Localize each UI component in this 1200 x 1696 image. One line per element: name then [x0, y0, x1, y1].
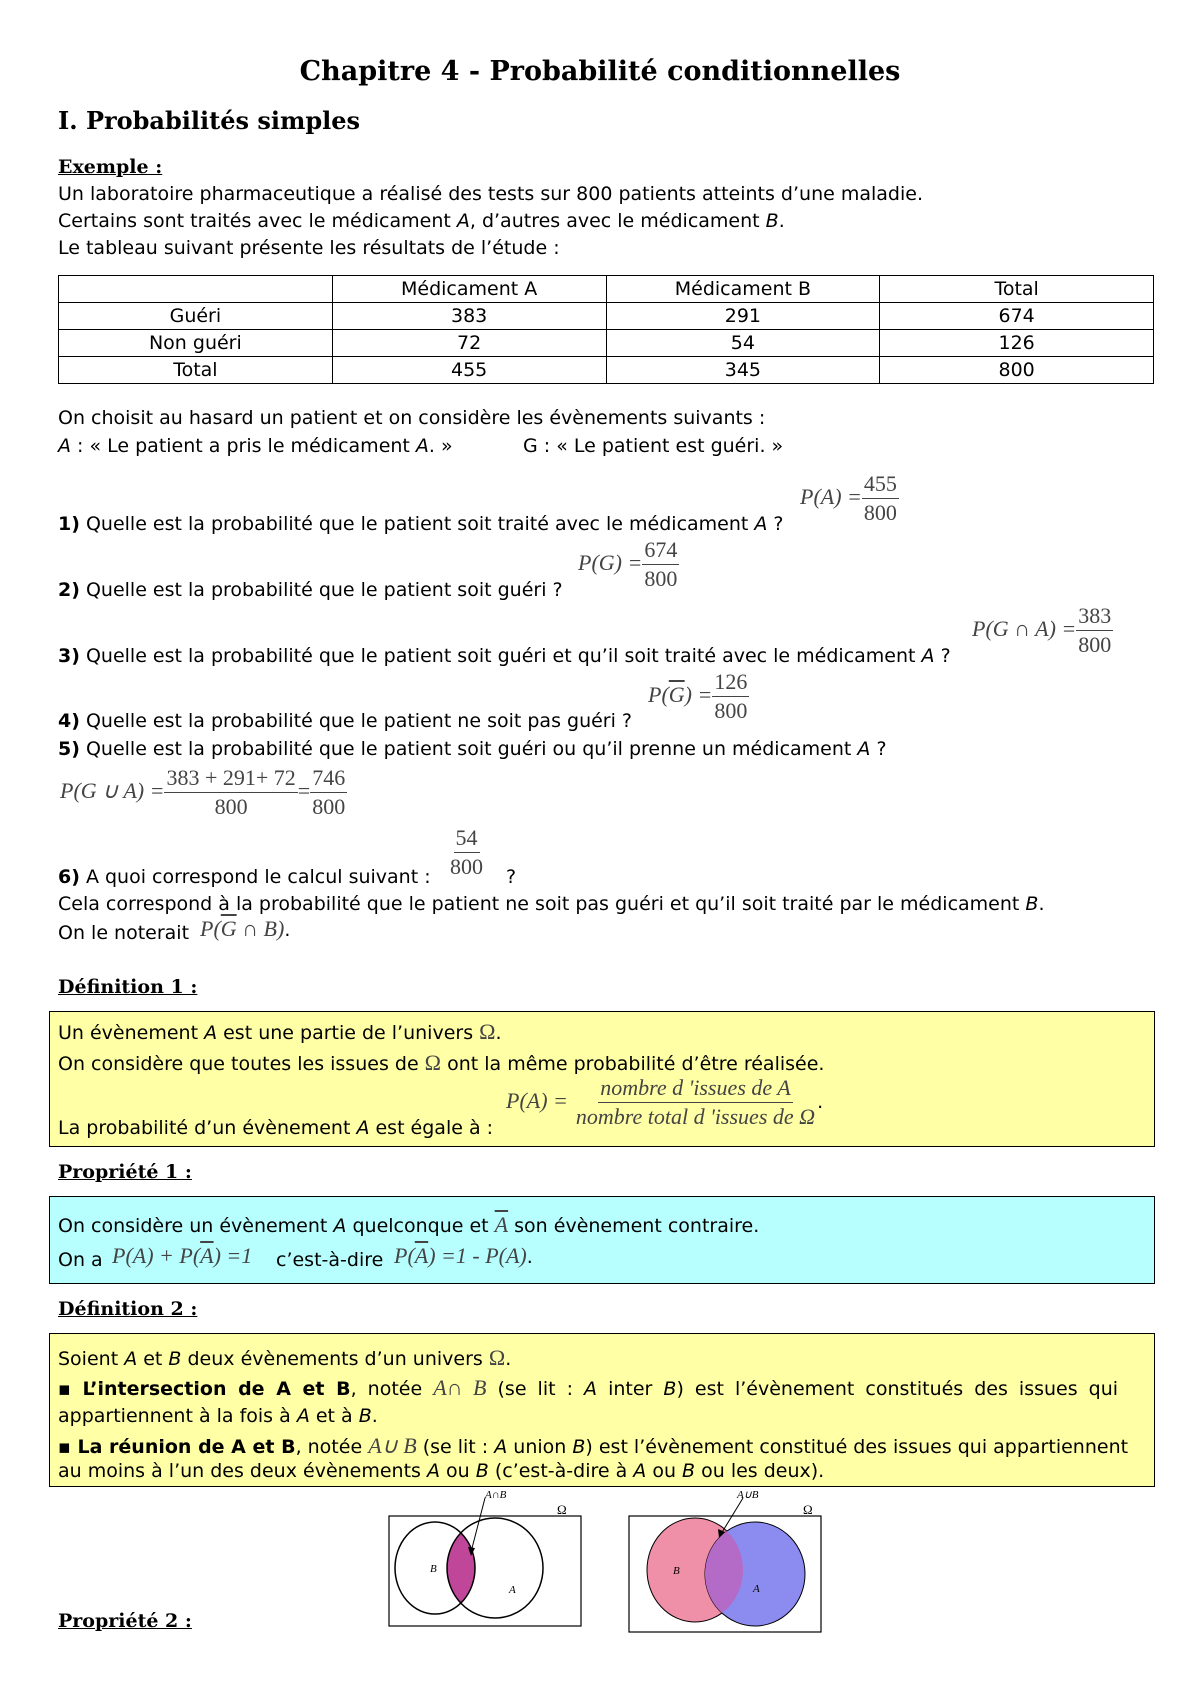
- def2-intersection-line-1: ▪ L’intersection de A et B, notée A∩ B (se lit : A inter B) est l’évènement constitués des issues qui: [58, 1375, 1119, 1400]
- note-6: On le noterait: [58, 922, 190, 944]
- table-cell: 126: [880, 330, 1154, 357]
- prop1-line-2: On a: [58, 1249, 103, 1271]
- prop1-line-1: On considère un évènement A quelconque et $\overline{A}$ son évènement contraire.: [58, 1212, 760, 1237]
- answer-2: P(G) = $\frac{674}{800}$: [578, 537, 678, 591]
- venn-intersection-diagram: [385, 1490, 585, 1630]
- definition-1-label: Définition 1 :: [58, 976, 198, 998]
- page-title: Chapitre 4 - Probabilité conditionnelles: [299, 56, 901, 87]
- table-cell: Guéri: [59, 303, 333, 330]
- table-cell: 345: [606, 357, 880, 384]
- intro-line-3: Le tableau suivant présente les résultats de l’étude :: [58, 237, 560, 259]
- venn-union-diagram: [625, 1490, 825, 1635]
- omega-symbol: Ω: [479, 1019, 496, 1044]
- property-2-label: Propriété 2 :: [58, 1610, 192, 1632]
- event-a: A : « Le patient a pris le médicament A. »: [58, 435, 453, 457]
- table-header-row: [59, 276, 1154, 303]
- table-header-cell: Médicament B: [606, 276, 880, 303]
- answer-1: P(A) = $\frac{455}{800}$: [800, 471, 897, 525]
- table-cell: 54: [606, 330, 880, 357]
- definition-1-box: [49, 1011, 1155, 1147]
- table-row: [59, 357, 1154, 384]
- q6-fraction: $\frac{54}{800}$: [450, 825, 483, 879]
- a-label: A: [509, 1584, 516, 1596]
- event-g: G : « Le patient est guéri. »: [523, 435, 784, 457]
- omega-symbol: Ω: [424, 1050, 442, 1075]
- table-row: [59, 330, 1154, 357]
- table-cell: [59, 276, 333, 303]
- question-1: 1) Quelle est la probabilité que le patient soit traité avec le médicament A ?: [58, 513, 784, 535]
- b-label: B: [673, 1565, 680, 1577]
- omega-symbol: Ω: [488, 1345, 506, 1370]
- def1-line-1: Un évènement A est une partie de l’univers Ω.: [58, 1019, 502, 1044]
- table-cell: 800: [880, 357, 1154, 384]
- table-cell: Total: [59, 357, 333, 384]
- question-4: 4) Quelle est la probabilité que le patient ne soit pas guéri ?: [58, 710, 633, 732]
- b-label: B: [430, 1563, 437, 1575]
- question-3: 3) Quelle est la probabilité que le patient soit guéri et qu’il soit traité avec le médicament A ?: [58, 645, 951, 667]
- table-header-cell: Médicament A: [332, 276, 606, 303]
- answer-6: Cela correspond à la probabilité que le patient ne soit pas guéri et qu’il soit traité par le médicament B.: [58, 893, 1045, 915]
- table-cell: 674: [880, 303, 1154, 330]
- def2-union-line-2: au moins à l’un des deux évènements A ou B (c’est-à-dire à A ou B ou les deux).: [58, 1460, 825, 1482]
- table-cell: 455: [332, 357, 606, 384]
- definition-2-box: [49, 1333, 1155, 1487]
- property-1-box: [49, 1196, 1155, 1284]
- section-heading: I. Probabilités simples: [58, 106, 361, 135]
- question-2: 2) Quelle est la probabilité que le patient soit guéri ?: [58, 579, 563, 601]
- exemple-label: Exemple :: [58, 156, 163, 178]
- omega-label: Ω: [803, 1502, 813, 1517]
- def1-formula: P(A) = $\frac{\text{nombre d 'issues de A}}{\text{nombre total d 'issues de Ω}}$ .: [506, 1075, 824, 1129]
- table-header-cell: Total: [880, 276, 1154, 303]
- intro-line-1: Un laboratoire pharmaceutique a réalisé des tests sur 800 patients atteints d’une maladie.: [58, 183, 923, 205]
- question-6: 6) A quoi correspond le calcul suivant :: [58, 866, 431, 888]
- answer-5: P(G ∪ A) = $\frac{383 + 291+ 72}{800}$ = $\frac{746}{800}$: [60, 765, 346, 819]
- note-6-formula: $P(\overline{G}$ ∩ B).: [200, 916, 291, 941]
- table-cell: 291: [606, 303, 880, 330]
- a-label: A: [753, 1583, 760, 1595]
- prop1-cest-a-dire: c’est-à-dire: [276, 1249, 384, 1271]
- table-cell: 383: [332, 303, 606, 330]
- def2-union-line-1: ▪ La réunion de A et B, notée A∪ B (se lit : A union B) est l’évènement constitué des issues qui appartiennent: [58, 1433, 1129, 1458]
- prop1-formula-1: $P(A) + P(\overline{A}) =1$: [112, 1243, 253, 1268]
- table-row: [59, 303, 1154, 330]
- def1-line-3: La probabilité d’un évènement A est égale à :: [58, 1117, 494, 1139]
- union-label: A∪B: [737, 1490, 759, 1501]
- def2-line-1: Soient A et B deux évènements d’un univers Ω.: [58, 1345, 512, 1370]
- answer-3: P(G ∩ A) = $\frac{383}{800}$: [972, 603, 1112, 657]
- results-table: [58, 275, 1154, 384]
- table-cell: Non guéri: [59, 330, 333, 357]
- table-cell: 72: [332, 330, 606, 357]
- events-intro: On choisit au hasard un patient et on considère les évènements suivants :: [58, 407, 766, 429]
- intro-line-2: Certains sont traités avec le médicament A, d’autres avec le médicament B.: [58, 210, 785, 232]
- property-1-label: Propriété 1 :: [58, 1161, 192, 1183]
- def2-intersection-line-2: appartiennent à la fois à A et à B.: [58, 1405, 378, 1427]
- q6-question-mark: ?: [506, 866, 517, 888]
- inter-label: A∩B: [485, 1490, 507, 1501]
- answer-4: $P(\overline{G})$ = $\frac{126}{800}$: [648, 669, 748, 723]
- question-5: 5) Quelle est la probabilité que le patient soit guéri ou qu’il prenne un médicament A ?: [58, 738, 887, 760]
- prop1-formula-2: $P(\overline{A}) =1 - P(A)$.: [394, 1243, 533, 1268]
- def1-line-2: On considère que toutes les issues de Ω ont la même probabilité d’être réalisée.: [58, 1050, 825, 1075]
- omega-label: Ω: [557, 1502, 567, 1517]
- definition-2-label: Définition 2 :: [58, 1298, 198, 1320]
